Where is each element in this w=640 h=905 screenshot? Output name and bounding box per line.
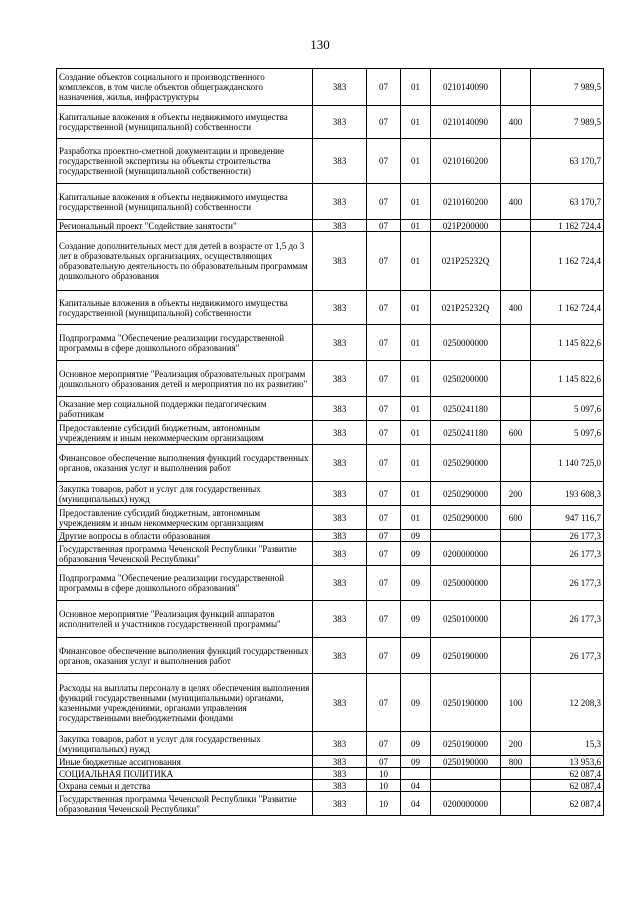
row-csr-cell: 0200000000 bbox=[431, 792, 501, 816]
row-name-cell: Финансовое обеспечение выполнения функций государственных органов, оказания услуг и выполнения работ bbox=[57, 638, 313, 674]
row-rz-cell: 07 bbox=[367, 220, 401, 232]
row-vr-cell bbox=[501, 232, 531, 291]
row-pr-cell: 01 bbox=[401, 184, 431, 220]
row-vr-cell: 200 bbox=[501, 482, 531, 506]
table-row bbox=[57, 106, 604, 139]
row-csr-cell: 0210140090 bbox=[431, 106, 501, 139]
row-ved-cell: 383 bbox=[313, 768, 367, 780]
table-row bbox=[57, 361, 604, 397]
table-row bbox=[57, 638, 604, 674]
row-pr-cell: 01 bbox=[401, 506, 431, 530]
row-csr-cell: 0250190000 bbox=[431, 756, 501, 768]
row-name-cell: Создание дополнительных мест для детей в возрасте от 1,5 до 3 лет в образовательных организациях, осуществляющих образовательную деятельность по образовательным программам дошкольного образования bbox=[57, 232, 313, 291]
row-pr-cell: 01 bbox=[401, 139, 431, 184]
row-pr-cell: 01 bbox=[401, 291, 431, 325]
row-name-cell: Закупка товаров, работ и услуг для государственных (муниципальных) нужд bbox=[57, 732, 313, 756]
row-vr-cell bbox=[501, 325, 531, 361]
row-amount-cell: 62 087,4 bbox=[531, 792, 604, 816]
row-ved-cell: 383 bbox=[313, 139, 367, 184]
row-vr-cell bbox=[501, 530, 531, 542]
row-pr-cell: 09 bbox=[401, 566, 431, 601]
row-rz-cell: 07 bbox=[367, 69, 401, 106]
row-amount-cell: 12 208,3 bbox=[531, 674, 604, 732]
row-pr-cell: 01 bbox=[401, 232, 431, 291]
row-name-cell: Расходы на выплаты персоналу в целях обеспечения выполнения функций государственными (муниципальными) органами, казенными учреждениями, органами управления государственными внебюджетными фондами bbox=[57, 674, 313, 732]
row-csr-cell: 0250241180 bbox=[431, 397, 501, 421]
row-pr-cell: 09 bbox=[401, 674, 431, 732]
table-row bbox=[57, 69, 604, 106]
table-row bbox=[57, 566, 604, 601]
row-rz-cell: 07 bbox=[367, 361, 401, 397]
row-vr-cell bbox=[501, 566, 531, 601]
row-csr-cell: 0250290000 bbox=[431, 445, 501, 482]
row-name-cell: Капитальные вложения в объекты недвижимого имущества государственной (муниципальной) собственности bbox=[57, 106, 313, 139]
table-row bbox=[57, 732, 604, 756]
row-rz-cell: 07 bbox=[367, 530, 401, 542]
row-amount-cell: 15,3 bbox=[531, 732, 604, 756]
row-vr-cell: 400 bbox=[501, 291, 531, 325]
row-rz-cell: 07 bbox=[367, 756, 401, 768]
row-csr-cell: 021P200000 bbox=[431, 220, 501, 232]
row-amount-cell: 5 097,6 bbox=[531, 421, 604, 445]
row-vr-cell: 600 bbox=[501, 421, 531, 445]
table-row bbox=[57, 232, 604, 291]
table-row bbox=[57, 139, 604, 184]
row-amount-cell: 1 162 724,4 bbox=[531, 232, 604, 291]
row-pr-cell: 09 bbox=[401, 601, 431, 638]
row-name-cell: Закупка товаров, работ и услуг для государственных (муниципальных) нужд bbox=[57, 482, 313, 506]
row-name-cell: Финансовое обеспечение выполнения функций государственных органов, оказания услуг и выполнения работ bbox=[57, 445, 313, 482]
row-amount-cell: 1 140 725,0 bbox=[531, 445, 604, 482]
row-csr-cell: 021P25232Q bbox=[431, 291, 501, 325]
row-vr-cell bbox=[501, 542, 531, 566]
row-vr-cell bbox=[501, 397, 531, 421]
table-row bbox=[57, 674, 604, 732]
row-csr-cell: 0250290000 bbox=[431, 482, 501, 506]
row-pr-cell: 01 bbox=[401, 69, 431, 106]
row-ved-cell: 383 bbox=[313, 220, 367, 232]
row-rz-cell: 07 bbox=[367, 445, 401, 482]
row-amount-cell: 947 116,7 bbox=[531, 506, 604, 530]
row-rz-cell: 07 bbox=[367, 232, 401, 291]
row-vr-cell bbox=[501, 792, 531, 816]
row-amount-cell: 1 145 822,6 bbox=[531, 361, 604, 397]
row-csr-cell: 0250100000 bbox=[431, 601, 501, 638]
row-amount-cell: 26 177,3 bbox=[531, 530, 604, 542]
row-csr-cell: 0210160200 bbox=[431, 139, 501, 184]
table-row bbox=[57, 184, 604, 220]
row-vr-cell bbox=[501, 601, 531, 638]
row-csr-cell: 0250000000 bbox=[431, 325, 501, 361]
row-name-cell: Иные бюджетные ассигнования bbox=[57, 756, 313, 768]
row-vr-cell bbox=[501, 768, 531, 780]
row-csr-cell bbox=[431, 530, 501, 542]
table-row bbox=[57, 542, 604, 566]
row-name-cell: Капитальные вложения в объекты недвижимого имущества государственной (муниципальной) собственности bbox=[57, 184, 313, 220]
row-rz-cell: 07 bbox=[367, 732, 401, 756]
row-csr-cell: 0200000000 bbox=[431, 542, 501, 566]
row-name-cell: Разработка проектно-сметной документации и проведение государственной экспертизы на объекты строительства государственной (муниципальной собственности) bbox=[57, 139, 313, 184]
row-rz-cell: 07 bbox=[367, 638, 401, 674]
row-vr-cell: 400 bbox=[501, 106, 531, 139]
table-row bbox=[57, 220, 604, 232]
row-name-cell: Подпрограмма "Обеспечение реализации государственной программы в сфере дошкольного образования" bbox=[57, 325, 313, 361]
row-pr-cell: 04 bbox=[401, 780, 431, 792]
table-row bbox=[57, 780, 604, 792]
row-amount-cell: 5 097,6 bbox=[531, 397, 604, 421]
row-csr-cell: 0250290000 bbox=[431, 506, 501, 530]
row-vr-cell bbox=[501, 69, 531, 106]
row-name-cell: Основное мероприятие "Реализация функций аппаратов исполнителей и участников государственной программы" bbox=[57, 601, 313, 638]
row-vr-cell bbox=[501, 445, 531, 482]
table-row bbox=[57, 601, 604, 638]
row-rz-cell: 07 bbox=[367, 106, 401, 139]
row-pr-cell: 01 bbox=[401, 421, 431, 445]
row-amount-cell: 62 087,4 bbox=[531, 768, 604, 780]
row-rz-cell: 07 bbox=[367, 674, 401, 732]
row-ved-cell: 383 bbox=[313, 421, 367, 445]
row-vr-cell bbox=[501, 220, 531, 232]
row-vr-cell bbox=[501, 361, 531, 397]
row-vr-cell: 600 bbox=[501, 506, 531, 530]
row-ved-cell: 383 bbox=[313, 732, 367, 756]
row-csr-cell: 0250000000 bbox=[431, 566, 501, 601]
row-csr-cell: 0250200000 bbox=[431, 361, 501, 397]
table-row bbox=[57, 506, 604, 530]
row-rz-cell: 07 bbox=[367, 482, 401, 506]
row-amount-cell: 193 608,3 bbox=[531, 482, 604, 506]
row-rz-cell: 07 bbox=[367, 139, 401, 184]
row-name-cell: Предоставление субсидий бюджетным, автономным учреждениям и иным некоммерческим организациям bbox=[57, 421, 313, 445]
row-pr-cell: 09 bbox=[401, 530, 431, 542]
row-amount-cell: 63 170,7 bbox=[531, 184, 604, 220]
row-ved-cell: 383 bbox=[313, 601, 367, 638]
row-rz-cell: 07 bbox=[367, 506, 401, 530]
row-csr-cell bbox=[431, 780, 501, 792]
row-rz-cell: 07 bbox=[367, 601, 401, 638]
table-row bbox=[57, 756, 604, 768]
row-ved-cell: 383 bbox=[313, 69, 367, 106]
row-ved-cell: 383 bbox=[313, 397, 367, 421]
row-pr-cell: 01 bbox=[401, 220, 431, 232]
budget-table bbox=[56, 68, 604, 816]
row-name-cell: Основное мероприятие "Реализация образовательных программ дошкольного образования детей и мероприятия по их развитию" bbox=[57, 361, 313, 397]
row-pr-cell bbox=[401, 768, 431, 780]
row-rz-cell: 07 bbox=[367, 421, 401, 445]
row-ved-cell: 383 bbox=[313, 482, 367, 506]
row-rz-cell: 07 bbox=[367, 542, 401, 566]
row-ved-cell: 383 bbox=[313, 361, 367, 397]
row-amount-cell: 26 177,3 bbox=[531, 638, 604, 674]
row-name-cell: Государственная программа Чеченской Республики "Развитие образования Чеченской Республики" bbox=[57, 792, 313, 816]
row-name-cell: СОЦИАЛЬНАЯ ПОЛИТИКА bbox=[57, 768, 313, 780]
row-amount-cell: 7 989,5 bbox=[531, 106, 604, 139]
row-name-cell: Другие вопросы в области образования bbox=[57, 530, 313, 542]
row-pr-cell: 01 bbox=[401, 397, 431, 421]
row-ved-cell: 383 bbox=[313, 232, 367, 291]
row-rz-cell: 07 bbox=[367, 184, 401, 220]
row-pr-cell: 01 bbox=[401, 325, 431, 361]
row-amount-cell: 13 953,6 bbox=[531, 756, 604, 768]
row-ved-cell: 383 bbox=[313, 542, 367, 566]
page-number: 130 bbox=[310, 37, 330, 52]
row-name-cell: Региональный проект "Содействие занятости" bbox=[57, 220, 313, 232]
row-csr-cell: 0250190000 bbox=[431, 674, 501, 732]
row-pr-cell: 09 bbox=[401, 542, 431, 566]
row-amount-cell: 62 087,4 bbox=[531, 780, 604, 792]
table-row bbox=[57, 397, 604, 421]
row-csr-cell: 021P25232Q bbox=[431, 232, 501, 291]
row-amount-cell: 63 170,7 bbox=[531, 139, 604, 184]
row-rz-cell: 10 bbox=[367, 792, 401, 816]
row-name-cell: Капитальные вложения в объекты недвижимого имущества государственной (муниципальной) собственности bbox=[57, 291, 313, 325]
row-vr-cell: 100 bbox=[501, 674, 531, 732]
table-row bbox=[57, 768, 604, 780]
row-ved-cell: 383 bbox=[313, 445, 367, 482]
row-pr-cell: 04 bbox=[401, 792, 431, 816]
row-rz-cell: 10 bbox=[367, 780, 401, 792]
row-ved-cell: 383 bbox=[313, 506, 367, 530]
table-row bbox=[57, 421, 604, 445]
row-pr-cell: 01 bbox=[401, 445, 431, 482]
row-ved-cell: 383 bbox=[313, 291, 367, 325]
row-pr-cell: 01 bbox=[401, 106, 431, 139]
row-csr-cell: 0210160200 bbox=[431, 184, 501, 220]
row-rz-cell: 07 bbox=[367, 325, 401, 361]
row-name-cell: Создание объектов социального и производственного комплексов, в том числе объектов общегражданского назначения, жилья, инфраструктуры bbox=[57, 69, 313, 106]
row-ved-cell: 383 bbox=[313, 792, 367, 816]
row-ved-cell: 383 bbox=[313, 780, 367, 792]
row-amount-cell: 26 177,3 bbox=[531, 566, 604, 601]
row-name-cell: Подпрограмма "Обеспечение реализации государственной программы в сфере дошкольного образования" bbox=[57, 566, 313, 601]
row-ved-cell: 383 bbox=[313, 566, 367, 601]
row-csr-cell: 0250190000 bbox=[431, 732, 501, 756]
row-rz-cell: 07 bbox=[367, 397, 401, 421]
row-amount-cell: 26 177,3 bbox=[531, 542, 604, 566]
table-row bbox=[57, 482, 604, 506]
row-ved-cell: 383 bbox=[313, 106, 367, 139]
row-name-cell: Предоставление субсидий бюджетным, автономным учреждениям и иным некоммерческим организациям bbox=[57, 506, 313, 530]
row-ved-cell: 383 bbox=[313, 756, 367, 768]
row-csr-cell: 0210140090 bbox=[431, 69, 501, 106]
row-ved-cell: 383 bbox=[313, 638, 367, 674]
row-vr-cell: 800 bbox=[501, 756, 531, 768]
row-vr-cell bbox=[501, 139, 531, 184]
row-pr-cell: 09 bbox=[401, 638, 431, 674]
row-vr-cell bbox=[501, 780, 531, 792]
row-vr-cell bbox=[501, 638, 531, 674]
row-pr-cell: 09 bbox=[401, 756, 431, 768]
row-pr-cell: 09 bbox=[401, 732, 431, 756]
row-pr-cell: 01 bbox=[401, 361, 431, 397]
row-name-cell: Оказание мер социальной поддержки педагогическим работникам bbox=[57, 397, 313, 421]
row-name-cell: Охрана семьи и детства bbox=[57, 780, 313, 792]
row-name-cell: Государственная программа Чеченской Республики "Развитие образования Чеченской Республики" bbox=[57, 542, 313, 566]
row-csr-cell bbox=[431, 768, 501, 780]
row-pr-cell: 01 bbox=[401, 482, 431, 506]
row-ved-cell: 383 bbox=[313, 325, 367, 361]
row-rz-cell: 07 bbox=[367, 566, 401, 601]
table-row bbox=[57, 325, 604, 361]
row-ved-cell: 383 bbox=[313, 184, 367, 220]
row-amount-cell: 26 177,3 bbox=[531, 601, 604, 638]
row-amount-cell: 1 162 724,4 bbox=[531, 220, 604, 232]
row-vr-cell: 400 bbox=[501, 184, 531, 220]
row-csr-cell: 0250241180 bbox=[431, 421, 501, 445]
row-amount-cell: 1 145 822,6 bbox=[531, 325, 604, 361]
table-row bbox=[57, 445, 604, 482]
row-rz-cell: 10 bbox=[367, 768, 401, 780]
row-amount-cell: 7 989,5 bbox=[531, 69, 604, 106]
row-ved-cell: 383 bbox=[313, 674, 367, 732]
row-csr-cell: 0250190000 bbox=[431, 638, 501, 674]
row-ved-cell: 383 bbox=[313, 530, 367, 542]
row-vr-cell: 200 bbox=[501, 732, 531, 756]
row-amount-cell: 1 162 724,4 bbox=[531, 291, 604, 325]
row-rz-cell: 07 bbox=[367, 291, 401, 325]
table-row bbox=[57, 792, 604, 816]
table-row bbox=[57, 291, 604, 325]
table-row bbox=[57, 530, 604, 542]
